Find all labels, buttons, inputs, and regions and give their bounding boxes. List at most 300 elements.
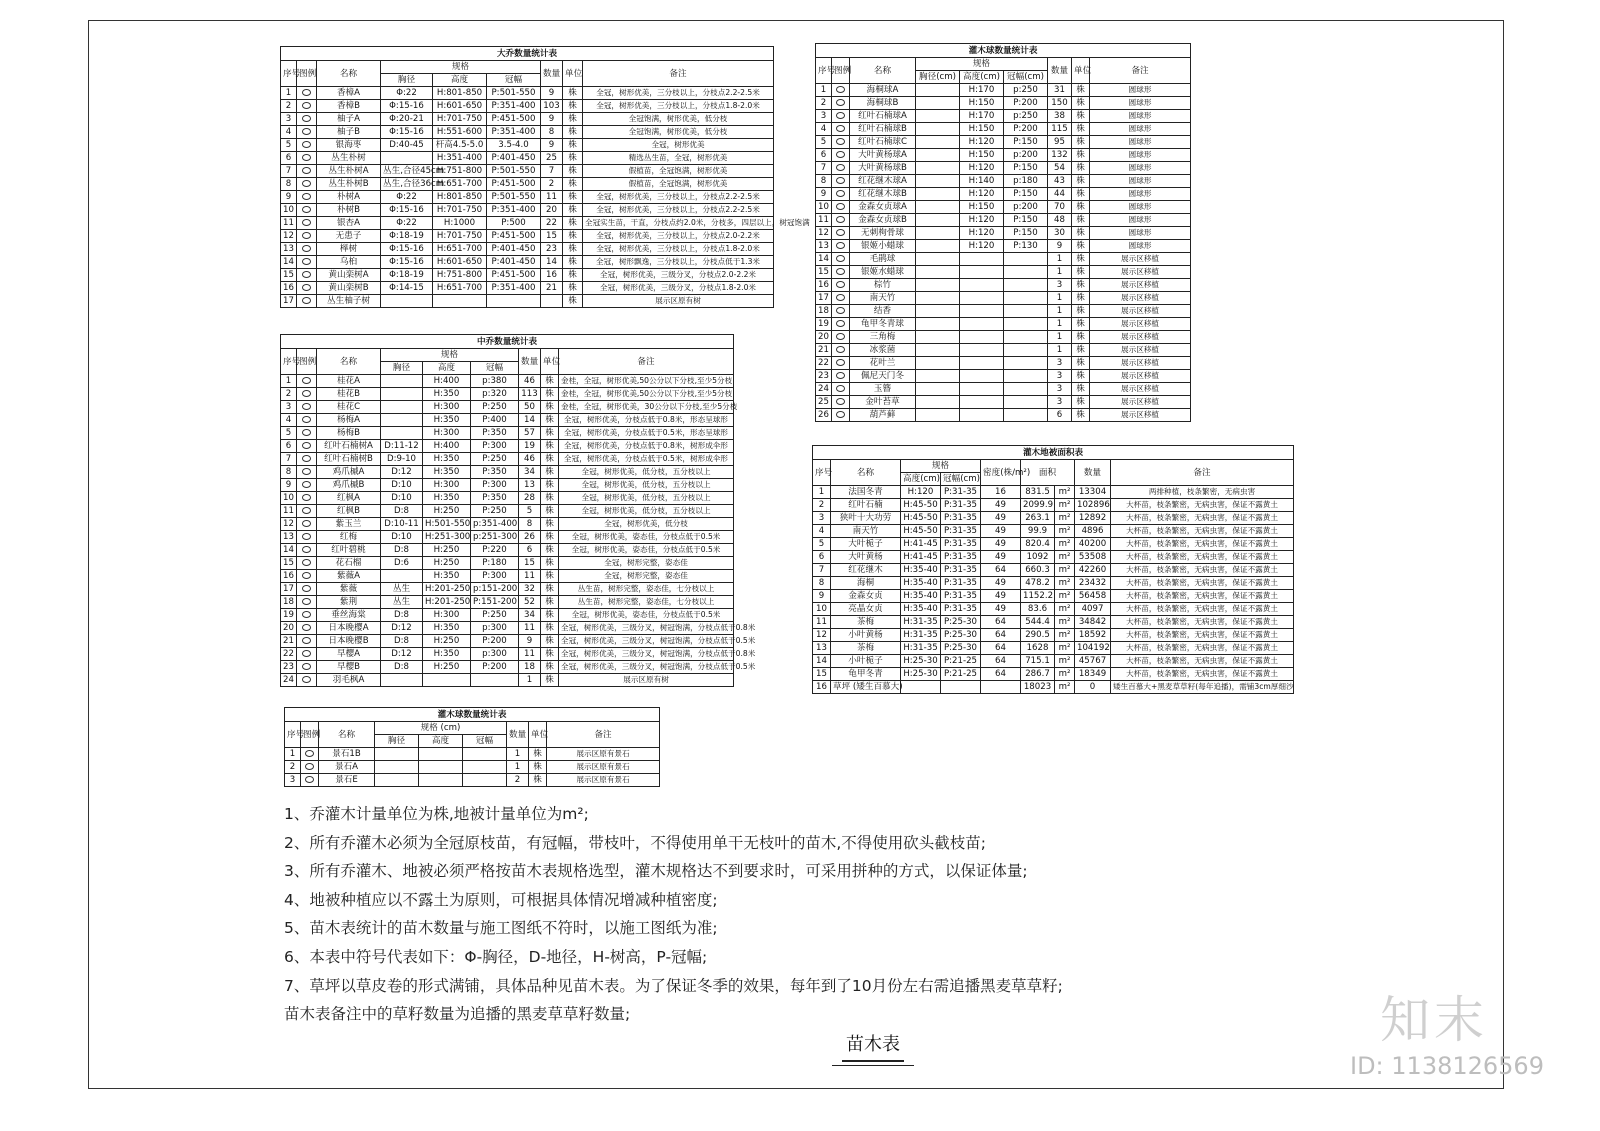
table-cell: [916, 331, 960, 344]
table-cell: 2: [816, 97, 832, 110]
table-cell: 95: [1048, 136, 1072, 149]
table-cell: 乌桕: [317, 256, 381, 269]
table-cell: [916, 97, 960, 110]
table-cell: H:300: [423, 479, 471, 492]
table-cell: [916, 396, 960, 409]
table-cell: 38: [1048, 110, 1072, 123]
plant-symbol-icon: [302, 128, 311, 135]
table-cell: 日本晚樱A: [317, 622, 381, 635]
remark-cell: 展示区移植: [1090, 318, 1191, 331]
legend-cell: [297, 531, 317, 544]
table-cell: D:12: [381, 466, 423, 479]
legend-cell: [297, 583, 317, 596]
table-row: [816, 97, 1191, 110]
table-cell: P:25-30: [941, 629, 981, 642]
table-cell: m²: [1055, 538, 1075, 551]
table-cell: P:500: [487, 217, 541, 230]
table-cell: [375, 774, 419, 787]
table-cell: H:651-700: [433, 282, 487, 295]
table-cell: H:25-30: [901, 655, 941, 668]
table-cell: 11: [281, 505, 297, 518]
table-cell: P:451-500: [487, 269, 541, 282]
table-cell: 31: [1048, 84, 1072, 97]
table-row: [816, 318, 1191, 331]
plant-symbol-icon: [302, 455, 311, 462]
table-header-row: [281, 61, 774, 74]
table-row: [281, 152, 774, 165]
table-cell: 22: [541, 217, 563, 230]
table-cell: 150: [1048, 97, 1072, 110]
table-cell: D:40-45: [381, 139, 433, 152]
remark-cell: 大杯苗，枝条繁密，无病虫害，保证不露黄土: [1111, 538, 1294, 551]
table-cell: P:501-550: [487, 165, 541, 178]
table-cell: 1: [1048, 292, 1072, 305]
table-cell: m²: [1055, 668, 1075, 681]
table-cell: 10: [813, 603, 831, 616]
plant-symbol-icon: [302, 429, 311, 436]
table-cell: 紫玉兰: [317, 518, 381, 531]
table-cell: 102896: [1075, 499, 1111, 512]
table-cell: [916, 149, 960, 162]
plant-symbol-icon: [302, 390, 311, 397]
table-cell: 景石1B: [319, 748, 375, 761]
remark-cell: 圆球形: [1090, 240, 1191, 253]
legend-cell: [297, 269, 317, 282]
table-cell: 3.5-4.0: [487, 139, 541, 152]
table-cell: 银海枣: [317, 139, 381, 152]
table-cell: 478.2: [1021, 577, 1055, 590]
table-cell: [471, 674, 519, 687]
remark-cell: 展示区原有树: [583, 295, 774, 308]
table-cell: 株: [563, 178, 583, 191]
image-id: ID: 1138126569: [1350, 1052, 1544, 1080]
table-cell: 黄山栾树B: [317, 282, 381, 295]
note-line: 苗木表备注中的草籽数量为追播的黑麦草草籽数量;: [284, 1005, 631, 1024]
table-cell: Φ:18-19: [381, 230, 433, 243]
table-cell: P:31-35: [941, 512, 981, 525]
table-cell: P:200: [1004, 97, 1048, 110]
table-cell: 8: [813, 577, 831, 590]
table-row: [281, 648, 734, 661]
table-cell: 朴树A: [317, 191, 381, 204]
column-header: 备注: [547, 722, 660, 748]
table-cell: p:300: [471, 648, 519, 661]
table-cell: H:120: [960, 240, 1004, 253]
table-cell: [960, 370, 1004, 383]
table-cell: [375, 761, 419, 774]
table-cell: 株: [1072, 214, 1090, 227]
table-cell: 狭叶十大功劳: [831, 512, 901, 525]
table-cell: H:45-50: [901, 525, 941, 538]
table-row: [281, 609, 734, 622]
table-row: [816, 357, 1191, 370]
remark-cell: 全冠，树形优美，三分枝以上，分枝点2.2-2.5米: [583, 87, 774, 100]
legend-cell: [832, 279, 850, 292]
legend-cell: [832, 357, 850, 370]
plant-symbol-icon: [302, 377, 311, 384]
table-row: [281, 596, 734, 609]
table-cell: 株: [1072, 383, 1090, 396]
table-row: [281, 87, 774, 100]
remark-cell: 全冠，树形优美: [583, 139, 774, 152]
plant-symbol-icon: [302, 624, 311, 631]
table-cell: [916, 318, 960, 331]
table-cell: [381, 295, 433, 308]
table-cell: D:10-11: [381, 518, 423, 531]
table-cell: D:8: [381, 635, 423, 648]
mid-tree-table: [280, 334, 756, 687]
table-cell: 20: [281, 622, 297, 635]
column-header: 图例: [297, 61, 317, 87]
plant-symbol-icon: [836, 294, 845, 301]
table-cell: 株: [1072, 331, 1090, 344]
table-cell: 7: [281, 453, 297, 466]
table-cell: 2: [281, 388, 297, 401]
remark-cell: 展示区移植: [1090, 331, 1191, 344]
table-cell: 1628: [1021, 642, 1055, 655]
legend-cell: [297, 557, 317, 570]
table-cell: 早樱B: [317, 661, 381, 674]
table-cell: 株: [541, 570, 559, 583]
column-header: 数量: [507, 722, 529, 748]
table-cell: 桂花C: [317, 401, 381, 414]
table-cell: H:140: [960, 175, 1004, 188]
table-cell: 株: [563, 126, 583, 139]
table-cell: 5: [813, 538, 831, 551]
table-cell: 17: [281, 295, 297, 308]
table-cell: 12: [813, 629, 831, 642]
table-cell: 20: [541, 204, 563, 217]
table-cell: 49: [981, 525, 1021, 538]
table-cell: P:451-500: [487, 113, 541, 126]
table-cell: [487, 295, 541, 308]
remark-cell: 假植苗，全冠饱满，树形优美: [583, 165, 774, 178]
legend-cell: [832, 396, 850, 409]
table-cell: [916, 370, 960, 383]
table-cell: 64: [981, 629, 1021, 642]
table-cell: 株: [541, 414, 559, 427]
table-cell: 6: [519, 544, 541, 557]
table-cell: 株: [1072, 97, 1090, 110]
table-cell: H:31-35: [901, 629, 941, 642]
table-cell: 13: [281, 243, 297, 256]
table-row: [816, 279, 1191, 292]
table-cell: 金森女贞球A: [850, 201, 916, 214]
table-cell: 28: [519, 492, 541, 505]
table-row: [281, 388, 734, 401]
table-cell: 34842: [1075, 616, 1111, 629]
table-cell: P:180: [471, 557, 519, 570]
table-cell: 海桐: [831, 577, 901, 590]
table-cell: 株: [1072, 162, 1090, 175]
note-line: 3、所有乔灌木、地被必须严格按苗木表规格选型，灌木规格达不到要求时，可采用拼种的方式，以保证体量;: [284, 862, 1028, 881]
table-cell: 草坪 (矮生百慕大): [831, 681, 901, 694]
table-header-row: [281, 349, 734, 362]
legend-cell: [297, 505, 317, 518]
legend-cell: [297, 427, 317, 440]
table-cell: [463, 774, 507, 787]
table-cell: 株: [563, 230, 583, 243]
column-header: 名称: [317, 61, 381, 87]
table-cell: H:801-850: [433, 191, 487, 204]
table-cell: H:350: [423, 622, 471, 635]
table-cell: 柚子A: [317, 113, 381, 126]
column-header: 备注: [1111, 460, 1294, 486]
table-cell: 株: [541, 453, 559, 466]
remark-cell: 圆球形: [1090, 136, 1191, 149]
table-cell: [381, 674, 423, 687]
table-cell: 1: [507, 761, 529, 774]
table-cell: 大叶黄杨球B: [850, 162, 916, 175]
note-line: 6、本表中符号代表如下：Φ-胸径，D-地径，H-树高，P-冠幅;: [284, 947, 708, 966]
remark-cell: 全冠，树形优美，三分枝以上，分枝点1.8-2.0米: [583, 100, 774, 113]
note-line: 4、地被种植应以不露土为原则，可根据具体情况增减种植密度;: [284, 890, 718, 909]
remark-cell: 丛生苗，树形完整，姿态佳，七分枝以上: [559, 596, 734, 609]
column-subheader: 冠幅(cm): [1004, 71, 1048, 84]
table-cell: H:400: [423, 375, 471, 388]
table-cell: 8: [816, 175, 832, 188]
table-cell: 红枫B: [317, 505, 381, 518]
table-cell: 鸡爪槭A: [317, 466, 381, 479]
remark-cell: 全冠，树形飘逸，三分枝以上，分枝点低于1.3米: [583, 256, 774, 269]
remark-cell: 丛生苗，树形完整，姿态佳，七分枝以上: [559, 583, 734, 596]
table-cell: 2: [813, 499, 831, 512]
table-cell: P:350: [471, 427, 519, 440]
plant-symbol-icon: [305, 776, 314, 783]
plant-symbol-icon: [836, 164, 845, 171]
table-row: [285, 761, 660, 774]
table-cell: 株: [541, 661, 559, 674]
table-cell: 5: [816, 136, 832, 149]
legend-cell: [297, 191, 317, 204]
plant-symbol-icon: [836, 255, 845, 262]
remark-cell: 圆球形: [1090, 175, 1191, 188]
remark-cell: 圆球形: [1090, 123, 1191, 136]
table-cell: 株: [1072, 266, 1090, 279]
table-cell: P:220: [471, 544, 519, 557]
table-cell: 杨梅B: [317, 427, 381, 440]
legend-cell: [832, 240, 850, 253]
remark-cell: 展示区移植: [1090, 344, 1191, 357]
table-cell: 小叶黄杨: [831, 629, 901, 642]
table-cell: [1004, 292, 1048, 305]
plant-symbol-icon: [302, 219, 311, 226]
plant-symbol-icon: [836, 346, 845, 353]
table-cell: 大叶黄杨: [831, 551, 901, 564]
table-cell: P:150: [1004, 162, 1048, 175]
plant-symbol-icon: [302, 232, 311, 239]
plant-symbol-icon: [302, 167, 311, 174]
table-cell: 银姬水蜡球: [850, 266, 916, 279]
plant-symbol-icon: [302, 102, 311, 109]
table-cell: 株: [1072, 136, 1090, 149]
table-cell: 10: [281, 204, 297, 217]
table-cell: m²: [1055, 564, 1075, 577]
table-cell: 紫荆: [317, 596, 381, 609]
table-cell: 5: [281, 427, 297, 440]
remark-cell: 全冠，树形优美，分枝点低于0.8米，形态呈球形: [559, 414, 734, 427]
table-cell: P:150: [1004, 188, 1048, 201]
remark-cell: 全冠，树形优美，低分枝: [559, 518, 734, 531]
table-row: [816, 149, 1191, 162]
table-cell: H:801-850: [433, 87, 487, 100]
table-caption: 灌木球数量统计表: [816, 44, 1191, 58]
plant-symbol-icon: [836, 229, 845, 236]
table-cell: 鸡爪槭B: [317, 479, 381, 492]
table-cell: 桂花A: [317, 375, 381, 388]
table-cell: 715.1: [1021, 655, 1055, 668]
table-cell: 银姬小蜡球: [850, 240, 916, 253]
plant-symbol-icon: [302, 258, 311, 265]
legend-cell: [297, 87, 317, 100]
table-row: [813, 655, 1294, 668]
table-cell: 株: [541, 466, 559, 479]
table-cell: 龟甲冬青: [831, 668, 901, 681]
table-cell: 16: [281, 570, 297, 583]
table-cell: [1004, 253, 1048, 266]
plant-symbol-icon: [836, 281, 845, 288]
remark-cell: 大杯苗，枝条繁密，无病虫害，保证不露黄土: [1111, 642, 1294, 655]
table-cell: 9: [541, 87, 563, 100]
table-cell: 株: [563, 243, 583, 256]
table-cell: 17: [281, 583, 297, 596]
column-subheader: 高度: [419, 735, 463, 748]
remark-cell: 全冠，树形优美，三级分叉，树冠饱满，分枝点低于0.8米: [559, 648, 734, 661]
plant-symbol-icon: [302, 481, 311, 488]
table-row: [816, 266, 1191, 279]
table-cell: 8: [541, 126, 563, 139]
table-cell: H:25-30: [901, 668, 941, 681]
table-cell: 株: [1072, 344, 1090, 357]
plant-symbol-icon: [836, 125, 845, 132]
table-row: [281, 518, 734, 531]
table-cell: 21: [816, 344, 832, 357]
table-cell: 2: [285, 761, 301, 774]
table-cell: 株: [1072, 240, 1090, 253]
table-cell: P:31-35: [941, 538, 981, 551]
table-cell: P:31-35: [941, 603, 981, 616]
legend-cell: [832, 409, 850, 422]
note-line: 7、草坪以草皮卷的形式满铺，具体品种见苗木表。为了保证冬季的效果，每年到了10月份左右需追播黑麦草草籽;: [284, 976, 1063, 995]
legend-cell: [832, 318, 850, 331]
legend-cell: [297, 544, 317, 557]
table-cell: 9: [541, 139, 563, 152]
column-subheader: 冠幅(cm): [941, 473, 981, 486]
table-cell: 7: [541, 165, 563, 178]
table-cell: 7: [816, 162, 832, 175]
table-cell: 大叶黄杨球A: [850, 149, 916, 162]
legend-cell: [297, 230, 317, 243]
table-cell: P:350: [471, 492, 519, 505]
remark-cell: 全冠，树形优美，分枝点低于0.5米，形态呈球形: [559, 427, 734, 440]
table-cell: 株: [541, 609, 559, 622]
table-cell: 3: [816, 110, 832, 123]
legend-cell: [832, 344, 850, 357]
table-cell: 丛生,合径45cm: [381, 165, 433, 178]
table-cell: H:150: [960, 123, 1004, 136]
table-cell: Φ:15-16: [381, 100, 433, 113]
table-cell: 15: [816, 266, 832, 279]
table-cell: 株: [563, 282, 583, 295]
table-cell: 26: [519, 531, 541, 544]
table-caption-row: [813, 446, 1294, 460]
table-row: [816, 383, 1191, 396]
table-row: [281, 256, 774, 269]
remark-cell: 两排种植，枝条繁密，无病虫害: [1111, 486, 1294, 499]
legend-cell: [297, 622, 317, 635]
table-row: [281, 126, 774, 139]
table-cell: 21: [541, 282, 563, 295]
table-cell: 19: [281, 609, 297, 622]
remark-cell: 全冠实生苗，干直，分枝点约2.0米，分枝多，四层以上，树冠饱满: [583, 217, 774, 230]
table-cell: 54: [1048, 162, 1072, 175]
table-cell: 南天竹: [831, 525, 901, 538]
table-cell: 茶梅: [831, 642, 901, 655]
table-cell: 3: [1048, 396, 1072, 409]
table-row: [816, 344, 1191, 357]
table-cell: H:35-40: [901, 577, 941, 590]
remark-cell: 精选丛生苗，全冠，树形优美: [583, 152, 774, 165]
table-cell: m²: [1055, 603, 1075, 616]
table-cell: 花石榴: [317, 557, 381, 570]
table-cell: p:200: [1004, 149, 1048, 162]
table-cell: 金叶苔草: [850, 396, 916, 409]
table-cell: 23: [541, 243, 563, 256]
table-cell: 15: [281, 269, 297, 282]
table-cell: D:8: [381, 661, 423, 674]
remark-cell: 展示区移植: [1090, 266, 1191, 279]
table-cell: 景石A: [319, 761, 375, 774]
remark-cell: 金桂，全冠，树形优美,50公分以下分枝,至少5分枝: [559, 388, 734, 401]
remark-cell: 大杯苗，枝条繁密，无病虫害，保证不露黄土: [1111, 551, 1294, 564]
table-cell: P:150: [1004, 136, 1048, 149]
table-row: [816, 110, 1191, 123]
table-cell: 丛生朴树A: [317, 165, 381, 178]
remark-cell: 矮生百慕大+黑麦草草籽(每年追播)，需铺3cm厚细沙: [1111, 681, 1294, 694]
remark-cell: 大杯苗，枝条繁密，无病虫害，保证不露黄土: [1111, 512, 1294, 525]
table-cell: H:250: [423, 557, 471, 570]
table-cell: Φ:15-16: [381, 243, 433, 256]
plant-symbol-icon: [302, 507, 311, 514]
table-cell: 株: [541, 440, 559, 453]
table-row: [281, 178, 774, 191]
table-cell: p:351-400: [471, 518, 519, 531]
table-cell: [916, 123, 960, 136]
table-cell: 红花继木球B: [850, 188, 916, 201]
remark-cell: 圆球形: [1090, 97, 1191, 110]
stone-table: [284, 707, 660, 787]
table-caption: 灌木球数量统计表: [285, 708, 660, 722]
table-row: [813, 590, 1294, 603]
column-header: 面积: [1021, 460, 1075, 486]
table-cell: 玉簪: [850, 383, 916, 396]
table-cell: 株: [541, 596, 559, 609]
table-cell: 9: [281, 191, 297, 204]
plant-symbol-icon: [302, 206, 311, 213]
table-cell: 19: [519, 440, 541, 453]
table-cell: P:31-35: [941, 564, 981, 577]
table-cell: D:9-10: [381, 453, 423, 466]
table-cell: 冰浆菌: [850, 344, 916, 357]
table-cell: 3: [1048, 383, 1072, 396]
table-cell: 4896: [1075, 525, 1111, 538]
table-row: [281, 544, 734, 557]
column-subheader: 胸径: [381, 362, 423, 375]
table-cell: 104192: [1075, 642, 1111, 655]
plant-symbol-icon: [302, 403, 311, 410]
table-cell: H:250: [423, 544, 471, 557]
remark-cell: 展示区原有景石: [547, 774, 660, 787]
